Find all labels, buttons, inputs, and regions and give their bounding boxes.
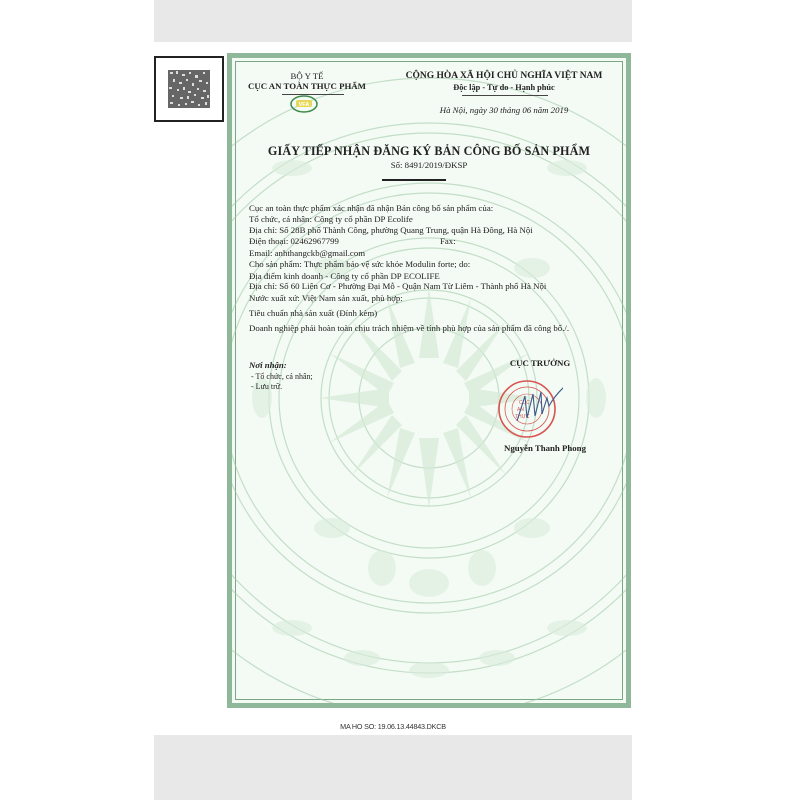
svg-text:AN: AN xyxy=(517,407,524,413)
document-title: GIẤY TIẾP NHẬN ĐĂNG KÝ BẢN CÔNG BỐ SẢN PHẨM xyxy=(267,144,591,158)
fax-line: Fax: xyxy=(440,236,456,246)
qr-code-icon xyxy=(168,70,210,108)
business-location: Địa điểm kinh doanh - Công ty cổ phần DP ECOLIFE xyxy=(249,271,440,281)
qr-code xyxy=(154,56,224,122)
email-line: Email: anhthangckb@gmail.com xyxy=(249,248,366,258)
recipient-item: - Tổ chức, cá nhân; xyxy=(251,372,313,381)
document-number: Số: 8491/2019/ĐKSP xyxy=(390,160,468,170)
agency-name: CỤC AN TOÀN THỰC PHẨM xyxy=(248,81,366,91)
recipient-item: - Lưu trữ. xyxy=(251,382,283,391)
organization-address: Địa chỉ: Số 28B phố Thành Công, phường Quang Trung, quận Hà Đông, Hà Nội xyxy=(249,225,533,235)
official-stamp-icon xyxy=(497,376,563,442)
signer-position: CỤC TRƯỞNG xyxy=(509,358,571,368)
title-underline xyxy=(382,179,446,181)
vfa-logo-icon xyxy=(290,95,318,113)
issue-date: Hà Nội, ngày 30 tháng 06 năm 2019 xyxy=(439,105,569,115)
product-line: Cho sản phẩm: Thực phẩm bảo vệ sức khỏe Modulin forte; do: xyxy=(249,259,471,269)
svg-text:VFA: VFA xyxy=(298,102,310,108)
organization-line: Tổ chức, cá nhân: Công ty cổ phần DP Ecolife xyxy=(249,214,413,224)
page-top-margin xyxy=(154,0,632,42)
recipients-label: Nơi nhận: xyxy=(249,360,287,370)
responsibility-line: Doanh nghiệp phải hoàn toàn chịu trách nhiệm về tính phù hợp của sản phẩm đã công bố./. xyxy=(249,323,570,333)
certificate-document xyxy=(227,53,631,708)
national-motto: Độc lập - Tự do - Hạnh phúc xyxy=(453,83,555,92)
phone-line: Điện thoại: 02462967799 xyxy=(249,236,339,246)
page-bottom-margin xyxy=(154,735,632,800)
svg-text:CỤC: CỤC xyxy=(519,400,530,406)
svg-text:THỰC: THỰC xyxy=(515,414,530,420)
nation-name: CỘNG HÒA XÃ HỘI CHỦ NGHĨA VIỆT NAM xyxy=(405,71,603,81)
header-right-underline xyxy=(462,95,548,96)
standard-line: Tiêu chuẩn nhà sản xuất (Đính kèm) xyxy=(249,308,378,318)
business-address: Địa chỉ: Số 60 Liên Cơ - Phường Đại Mỗ - Quận Nam Từ Liêm - Thành phố Hà Nội xyxy=(249,281,547,291)
body-intro: Cục an toàn thực phẩm xác nhận đã nhận Bản công bố sản phẩm của: xyxy=(249,203,494,213)
signer-name: Nguyễn Thanh Phong xyxy=(504,443,586,453)
origin-line: Nước xuất xứ: Việt Nam sản xuất, phù hợp: xyxy=(249,293,403,303)
ministry-name: BỘ Y TẾ xyxy=(290,71,324,81)
file-code: MA HO SO: 19.06.13.44843.DKCB xyxy=(340,722,446,731)
